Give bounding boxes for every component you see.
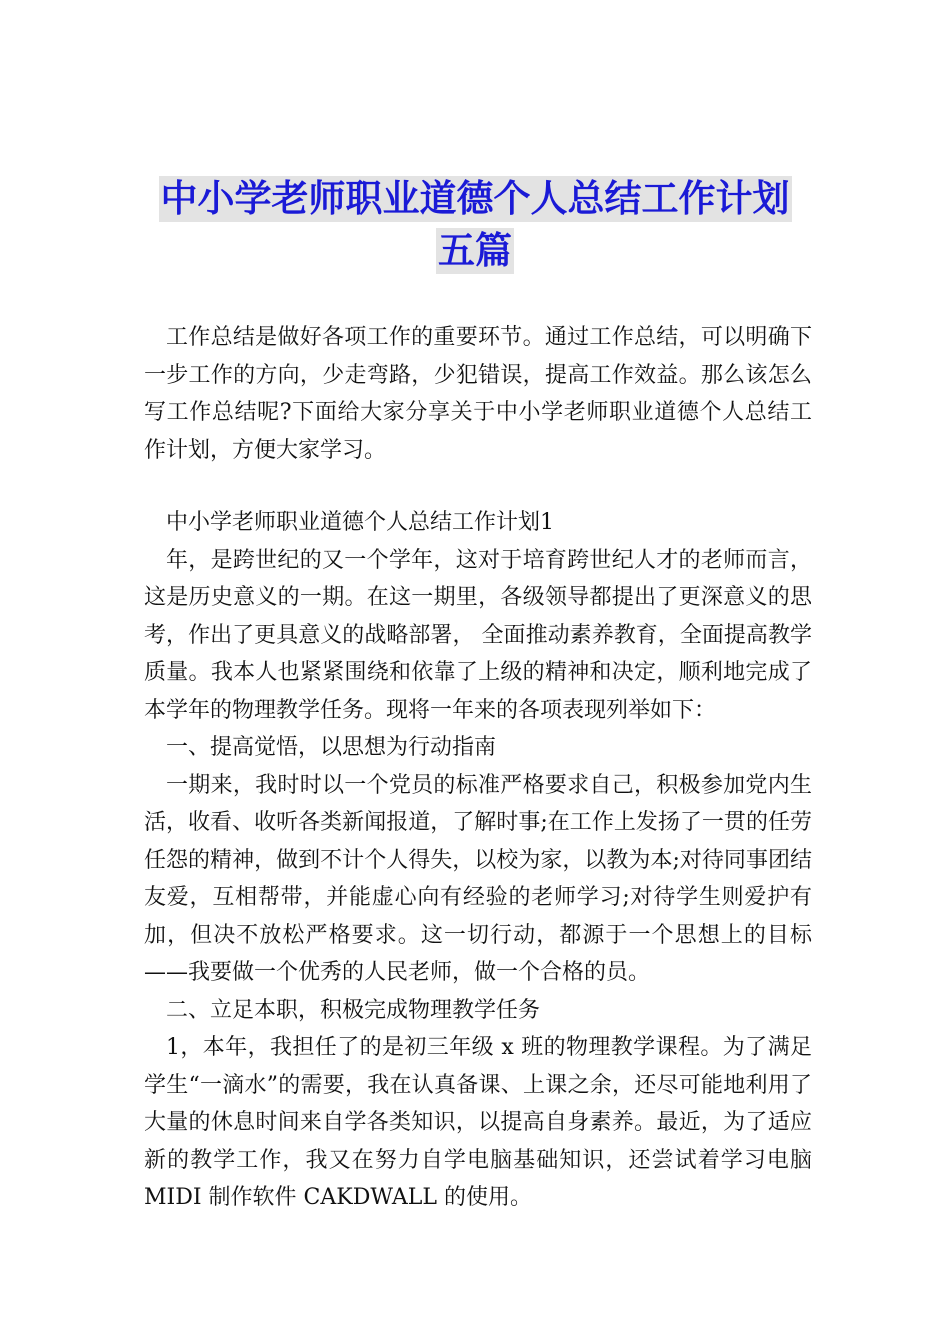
intro-block: [144, 319, 812, 469]
title-line-2: 五篇: [438, 229, 512, 272]
title-line-1: 中小学老师职业道德个人总结工作计划: [160, 177, 790, 220]
subheading-2: 二、立足本职，积极完成物理教学任务: [166, 997, 541, 1023]
body-paragraph: 年，是跨世纪的又一个学年，这对于培育跨世纪人才的老师而言，这是历史意义的一期。在这一期里，各级领导都提出了更深意义的思考，作出了更具意义的战略部署， 全面推动素养教育，全面提高教学质量。我本人也紧紧围绕和依靠了上级的精神和决定，顺利地完成了本学年的物理教学任务。现将一年来的各项表现列举如下：: [144, 547, 812, 723]
subheading-1: 一、提高觉悟，以思想为行动指南: [166, 735, 497, 760]
body-paragraph: 一期来，我时时以一个党员的标准严格要求自己，积极参加党内生活，收看、收听各类新闻报道，了解时事;在工作上发扬了一贯的任劳任怨的精神，做到不计个人得失，以校为家，以教为本;对待同事团结友爱，互相帮带，并能虚心向有经验的老师学习;对待学生则爱护有加，但决不放松严格要求。这一切行动，都源于一个思想上的目标——我要做一个优秀的人民老师，做一个合格的员。: [144, 772, 812, 985]
section-block: [144, 504, 812, 1217]
intro-paragraph: 工作总结是做好各项工作的重要环节。通过工作总结，可以明确下一步工作的方向，少走弯路，少犯错误，提高工作效益。那么该怎么写工作总结呢?下面给大家分享关于中小学老师职业道德个人总结工作计划，方便大家学习。: [144, 325, 812, 463]
section-title: 中小学老师职业道德个人总结工作计划1: [166, 510, 554, 535]
body-paragraph: 1，本年，我担任了的是初三年级 x 班的物理教学课程。为了满足学生“一滴水”的需要，我在认真备课、上课之余，还尽可能地利用了大量的休息时间来自学各类知识，以提高自身素养。最近，为了适应新的教学工作，我又在努力自学电脑基础知识，还尝试着学习电脑 MIDI 制作软件 CAKDWALL 的使用。: [144, 1035, 812, 1210]
document-title: [130, 176, 820, 280]
